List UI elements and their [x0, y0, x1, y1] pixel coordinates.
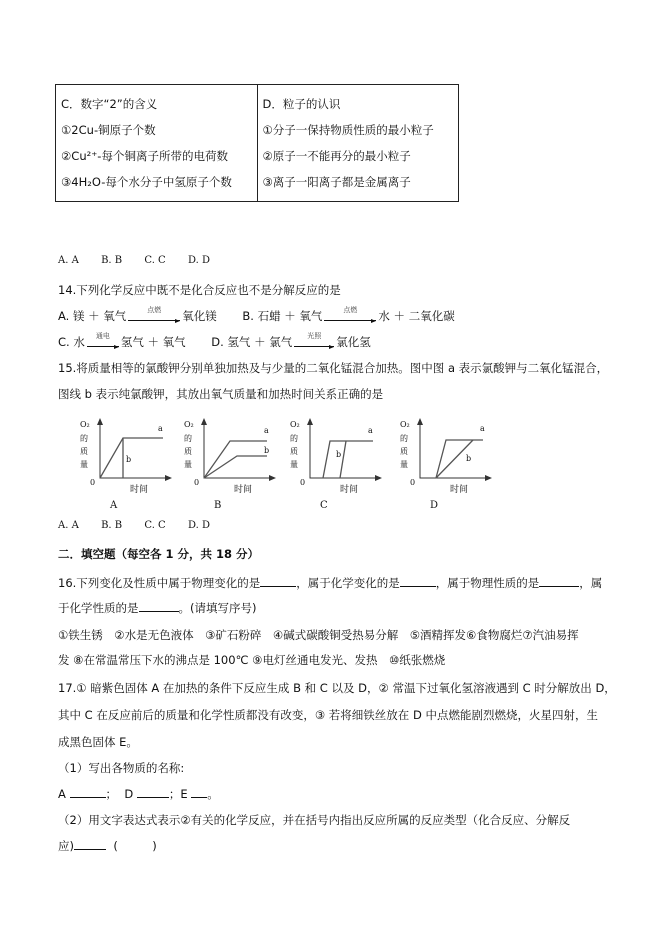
q14-stem: 14.下列化学反应中既不是化合反应也不是分解反应的是	[58, 283, 341, 297]
graph-C	[290, 418, 398, 518]
answer-blank-e[interactable]	[191, 796, 207, 798]
axis-arrow-icon	[201, 418, 207, 425]
q17-sub2-line2	[58, 838, 157, 854]
series-a-line	[100, 438, 163, 478]
label-a: A	[58, 787, 66, 801]
graph-caption: B	[214, 500, 222, 511]
origin-label: 0	[410, 478, 416, 487]
option[interactable]: D. D	[187, 255, 211, 266]
series-b-label: b	[264, 446, 270, 455]
q15-stem-line2: 图线 b 表示纯氯酸钾，其放出氧气质量和加热时间关系正确的是	[58, 387, 384, 401]
option-d-item: ①分子一保持物质性质的最小粒子	[262, 123, 434, 137]
y-axis-label: 量	[290, 460, 298, 469]
answer-blank-d[interactable]	[137, 796, 169, 798]
q14-b-reactants: B. 石蜡 ＋ 氧气	[242, 309, 323, 323]
option[interactable]: B. B	[101, 520, 123, 531]
q17-text: 应)	[58, 839, 74, 853]
y-axis-label: O₂	[184, 420, 194, 429]
y-axis-label: 的	[400, 434, 408, 443]
axis-arrow-icon	[417, 418, 423, 425]
label-e: ；E	[168, 787, 188, 801]
y-axis-label: 的	[184, 434, 192, 443]
y-axis-label: 质	[184, 447, 192, 456]
y-axis-label: O₂	[80, 420, 90, 429]
separator: ；	[105, 787, 118, 801]
origin-label: 0	[300, 478, 306, 487]
y-axis-label: 量	[400, 460, 408, 469]
graph-caption: C	[320, 500, 328, 511]
option-c-item: ③4H₂O-每个水分子中氢原子个数	[61, 175, 232, 189]
x-axis-label: 时间	[130, 485, 149, 495]
graph-A	[80, 418, 188, 518]
q15-options	[58, 520, 210, 531]
q17-sub2-line1: （2）用文字表达式表示②有关的化学反应，并在括号内指出反应所属的反应类型（化合反应、分解反	[58, 813, 571, 827]
graph-caption: D	[430, 500, 439, 511]
option[interactable]: A. A	[58, 520, 79, 531]
answer-blank[interactable]	[139, 610, 179, 612]
option[interactable]: C. C	[144, 255, 166, 266]
series-b-label: b	[126, 455, 132, 464]
period: 。	[207, 787, 219, 801]
q17-sub1: （1）写出各物质的名称:	[58, 761, 185, 775]
reaction-condition: 通电	[95, 331, 110, 340]
series-a-line	[436, 440, 483, 478]
options-table	[55, 84, 459, 202]
graph-D	[400, 418, 508, 518]
series-a-label: a	[264, 426, 269, 435]
series-a-line	[323, 441, 373, 478]
option-d-header: D．粒子的认识	[262, 97, 341, 111]
axes	[204, 420, 272, 478]
q14-b-products: 水 ＋ 二氧化碳	[378, 309, 455, 323]
option-d-item: ②原子一不能再分的最小粒子	[262, 149, 411, 163]
x-axis-label: 时间	[234, 485, 253, 495]
option[interactable]: B. B	[101, 255, 123, 266]
series-a-label: a	[480, 424, 485, 433]
axis-arrow-icon	[165, 475, 172, 481]
q16-text: 于化学性质的是	[58, 601, 139, 615]
answer-blank-a[interactable]	[70, 796, 106, 798]
origin-label: 0	[90, 478, 96, 487]
arrow-icon	[128, 305, 180, 323]
origin-label: 0	[194, 478, 200, 487]
axis-arrow-icon	[307, 418, 313, 425]
q14-c-products: 氢气 ＋ 氧气	[120, 335, 186, 349]
series-b-line	[340, 441, 346, 478]
option[interactable]: A. A	[58, 255, 79, 266]
q17-line3: 成黑色固体 E。	[58, 735, 138, 749]
y-axis-label: 量	[184, 460, 192, 469]
q14-a-products: 氧化镁	[182, 309, 217, 323]
q16-line2	[58, 600, 256, 616]
answer-blank[interactable]	[539, 585, 579, 587]
label-d: D	[124, 787, 134, 801]
arrow-icon	[324, 305, 376, 323]
q13-options	[58, 255, 210, 266]
graph-caption: A	[110, 500, 118, 511]
q17-names-row	[58, 786, 219, 802]
q16-text: 。(请填写序号)	[178, 601, 257, 615]
x-axis-label: 时间	[340, 485, 359, 495]
option-d-cell	[257, 85, 459, 202]
axes	[420, 420, 488, 478]
option-c-cell	[56, 85, 258, 202]
option[interactable]: D. D	[187, 520, 211, 531]
y-axis-label: 质	[400, 447, 408, 456]
option-c-item: ①2Cu-铜原子个数	[61, 123, 156, 137]
q16-text: ，属于化学变化的是	[296, 576, 400, 590]
option[interactable]: C. C	[144, 520, 166, 531]
q16-text: ，属于物理性质的是	[435, 576, 540, 590]
q16-line1	[58, 575, 602, 591]
y-axis-label: O₂	[290, 420, 300, 429]
y-axis-label: 的	[290, 434, 298, 443]
series-a-label: a	[158, 424, 163, 433]
reaction-condition: 点燃	[343, 305, 358, 314]
answer-blank[interactable]	[74, 848, 106, 850]
q16-text: 16.下列变化及性质中属于物理变化的是	[58, 576, 261, 590]
axis-arrow-icon	[375, 475, 382, 481]
option-c-header: C．数字“2”的含义	[61, 97, 158, 111]
x-axis-label: 时间	[450, 485, 469, 495]
y-axis-label: 的	[80, 434, 88, 443]
series-b-line	[204, 456, 267, 478]
q16-items-line1: ①铁生锈 ②水是无色液体 ③矿石粉碎 ④碱式碳酸铜受热易分解 ⑤酒精挥发⑥食物腐烂⑦汽油易挥	[58, 628, 579, 642]
q14-c-reactants: C. 水	[58, 335, 85, 349]
q14-d-reactants: D. 氢气 ＋ 氯气	[211, 335, 293, 349]
q15-stem-line1: 15.将质量相等的氯酸钾分别单独加热及与少量的二氧化锰混合加热。图中图 a 表示氯酸钾与二氧化锰混合，	[58, 361, 609, 375]
answer-blank[interactable]	[260, 585, 296, 587]
y-axis-label: 质	[80, 447, 88, 456]
reaction-condition: 光照	[307, 331, 322, 340]
answer-blank[interactable]	[400, 585, 436, 587]
axis-arrow-icon	[485, 475, 492, 481]
option-d-item: ③离子一阳离子都是金属离子	[262, 175, 411, 189]
y-axis-label: 量	[80, 460, 88, 469]
q14-a-reactants: A. 镁 ＋ 氧气	[58, 309, 127, 323]
q16-items-line2: 发 ⑧在常温常压下水的沸点是 100℃ ⑨电灯丝通电发光、发热 ⑩纸张燃烧	[58, 653, 446, 667]
series-a-label: a	[368, 426, 373, 435]
answer-paren[interactable]: ( )	[113, 839, 157, 853]
y-axis-label: O₂	[400, 420, 410, 429]
arrow-icon	[294, 331, 334, 349]
q17-line1: 17.① 暗紫色固体 A 在加热的条件下反应生成 B 和 C 以及 D，② 常温下过氧化氢溶液遇到 C 时分解放出 D，	[58, 681, 616, 695]
axis-arrow-icon	[269, 475, 276, 481]
axis-arrow-icon	[97, 418, 103, 425]
q14-d-products: 氯化氢	[336, 335, 371, 349]
series-b-label: b	[336, 450, 342, 459]
q14-row-ab	[58, 305, 455, 324]
q14-row-cd	[58, 331, 371, 350]
q16-text: ，属	[579, 576, 603, 590]
reaction-condition: 点燃	[147, 305, 162, 314]
section-heading: 二．填空题（每空各 1 分，共 18 分）	[58, 547, 260, 561]
series-b-label: b	[466, 454, 472, 463]
q17-line2: 其中 C 在反应前后的质量和化学性质都没有改变，③ 若将细铁丝放在 D 中点燃能剧烈燃烧，火星四射，生	[58, 708, 598, 722]
y-axis-label: 质	[290, 447, 298, 456]
option-c-item: ②Cu²⁺-每个铜离子所带的电荷数	[61, 149, 228, 163]
graph-B	[184, 418, 292, 518]
arrow-icon	[87, 331, 119, 349]
